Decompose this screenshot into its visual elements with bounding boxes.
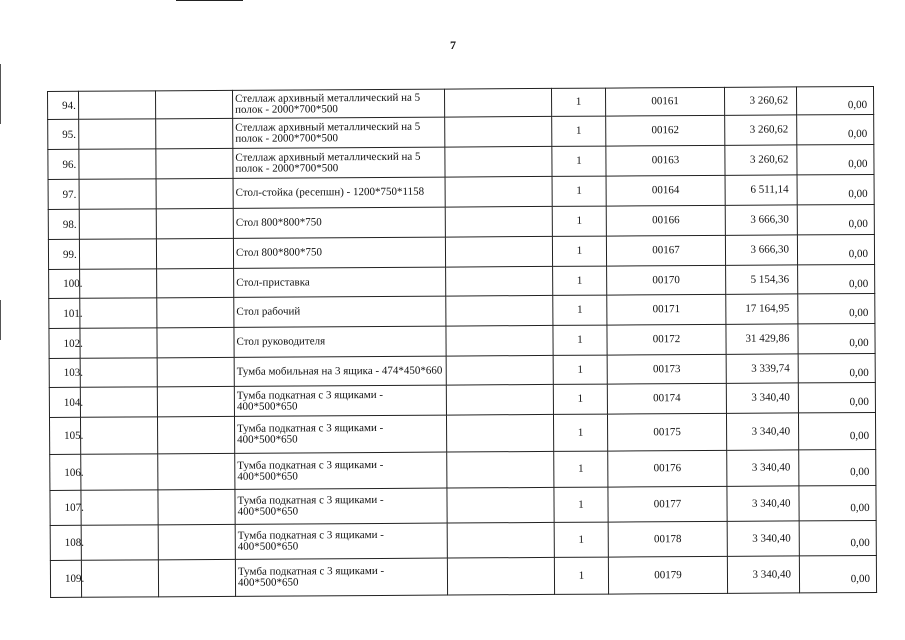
item-amortization: 0,00 [797,174,874,204]
item-price: 6 511,14 [725,175,797,205]
item-amortization: 0,00 [798,323,875,353]
item-name: Тумба подкатная с 3 ящиками - 400*500*650 [235,488,447,524]
empty-cell [447,451,554,488]
inventory-number: 00175 [607,413,726,451]
empty-cell [157,327,234,357]
row-number: 104. [49,387,80,417]
item-name: Стол 800*800*750 [233,237,445,268]
inventory-number: 00172 [607,324,726,355]
item-quantity: 1 [554,451,608,487]
item-amortization: 0,00 [799,449,876,485]
table-row [50,449,876,490]
inventory-table-body [48,86,877,597]
empty-cell [80,387,157,417]
empty-cell [81,560,158,597]
item-amortization: 0,00 [797,114,874,144]
item-price: 3 340,40 [726,413,798,450]
scan-edge-mark [0,300,1,340]
empty-cell [446,325,553,356]
row-number: 108. [50,525,81,560]
table-row [50,520,876,560]
empty-cell [80,358,157,387]
item-quantity: 1 [554,522,608,557]
item-amortization: 0,00 [798,353,875,382]
item-price: 31 429,86 [726,324,798,354]
empty-cell [445,146,552,177]
item-price: 3 260,62 [724,87,796,115]
table-row [49,412,875,454]
table-row [50,485,876,525]
empty-cell [158,559,235,596]
item-amortization: 0,00 [798,264,875,293]
item-name: Стол-приставка [234,267,446,297]
empty-cell [80,269,157,298]
item-amortization: 0,00 [797,204,874,234]
item-quantity: 1 [552,206,606,236]
inventory-number: 00173 [607,354,726,384]
empty-cell [446,266,553,296]
item-amortization: 0,00 [799,520,876,555]
row-number: 106. [50,454,81,490]
row-number: 103. [49,358,80,387]
item-name: Тумба подкатная с 3 ящиками - 400*500*650 [235,523,447,559]
empty-cell [156,90,233,118]
empty-cell [157,297,234,327]
item-amortization: 0,00 [798,293,875,323]
item-quantity: 1 [553,295,607,325]
empty-cell [445,236,552,267]
empty-cell [80,328,157,358]
item-quantity: 1 [552,176,606,206]
item-price: 3 340,40 [727,486,799,521]
empty-cell [444,88,551,117]
header-rule [176,0,243,1]
empty-cell [79,239,156,269]
item-name: Стол рабочий [234,296,446,327]
row-number: 95. [48,119,79,149]
row-number: 107. [50,490,81,525]
empty-cell [447,557,554,595]
empty-cell [157,268,234,297]
empty-cell [446,414,553,452]
inventory-number: 00171 [607,294,726,325]
item-price: 5 154,36 [726,265,798,294]
item-quantity: 1 [552,236,606,266]
empty-cell [157,416,234,453]
empty-cell [79,149,156,179]
row-number: 94. [48,91,79,119]
item-price: 3 666,30 [725,235,797,265]
item-price: 3 260,62 [725,115,797,145]
empty-cell [445,206,552,237]
item-amortization: 0,00 [797,144,874,174]
item-quantity: 1 [552,116,606,146]
empty-cell [79,91,156,119]
empty-cell [79,119,156,149]
item-price: 17 164,95 [726,294,798,324]
item-price: 3 339,74 [726,354,798,383]
item-name: Стол 800*800*750 [233,207,445,238]
empty-cell [80,417,157,454]
item-quantity: 1 [553,266,607,295]
inventory-number: 00179 [608,556,727,594]
inventory-number: 00177 [608,486,727,522]
item-amortization: 0,00 [796,86,873,114]
empty-cell [80,298,157,328]
inventory-number: 00170 [607,265,726,295]
inventory-number: 00166 [606,205,725,236]
row-number: 97. [48,179,79,209]
inventory-table [47,86,877,598]
inventory-number: 00162 [606,115,725,146]
table-row [50,555,876,597]
item-amortization: 0,00 [799,555,876,592]
item-quantity: 1 [551,88,605,116]
item-name: Тумба подкатная с 3 ящиками - 400*500*650 [234,385,446,416]
row-number: 100. [49,269,80,298]
empty-cell [158,453,235,489]
inventory-number: 00167 [606,235,725,266]
empty-cell [81,454,158,490]
empty-cell [156,208,233,238]
item-quantity: 1 [552,146,606,176]
empty-cell [157,386,234,416]
item-amortization: 0,00 [798,382,875,412]
item-name: Стеллаж архивный металлический на 5 полок - 2000*700*500 [233,117,445,148]
row-number: 99. [48,239,79,269]
inventory-number: 00174 [607,383,726,414]
empty-cell [81,490,158,525]
empty-cell [79,209,156,239]
empty-cell [447,487,554,523]
item-name: Стеллаж архивный металлический на 5 полок - 2000*700*500 [233,147,445,178]
inventory-number: 00163 [606,145,725,176]
item-price: 3 340,40 [727,450,799,486]
item-quantity: 1 [553,355,607,384]
empty-cell [446,355,553,385]
item-name: Стол руководителя [234,326,446,357]
inventory-number: 00164 [606,175,725,206]
item-price: 3 260,62 [725,145,797,175]
item-price: 3 340,40 [726,383,798,413]
empty-cell [447,522,554,558]
empty-cell [156,148,233,178]
empty-cell [446,295,553,326]
empty-cell [445,176,552,207]
row-number: 98. [48,209,79,239]
empty-cell [81,525,158,560]
item-amortization: 0,00 [799,485,876,520]
item-quantity: 1 [553,325,607,355]
empty-cell [156,178,233,208]
item-price: 3 666,30 [725,205,797,235]
item-quantity: 1 [553,384,607,414]
item-quantity: 1 [553,414,607,451]
item-name: Тумба подкатная с 3 ящиками - 400*500*650 [235,452,447,489]
item-name: Тумба мобильная на 3 ящика - 474*450*660 [234,356,446,386]
row-number: 102. [49,328,80,358]
empty-cell [158,489,235,524]
row-number: 105. [49,417,80,454]
empty-cell [157,357,234,386]
item-name: Стеллаж архивный металлический на 5 полок - 2000*700*500 [232,89,444,118]
scan-edge-mark [0,64,1,124]
empty-cell [158,524,235,559]
inventory-number: 00178 [608,521,727,557]
item-quantity: 1 [554,557,608,594]
item-name: Тумба подкатная с 3 ящиками - 400*500*650 [235,558,447,596]
row-number: 96. [48,149,79,179]
row-number: 109. [50,560,81,597]
inventory-number: 00161 [605,87,724,116]
empty-cell [79,179,156,209]
item-price: 3 340,40 [727,521,799,556]
empty-cell [156,118,233,148]
item-amortization: 0,00 [797,234,874,264]
empty-cell [156,238,233,268]
empty-cell [446,384,553,415]
item-amortization: 0,00 [798,412,875,449]
row-number: 101. [49,298,80,328]
item-price: 3 340,40 [727,556,799,593]
page-number: 7 [450,38,456,52]
empty-cell [445,116,552,147]
inventory-number: 00176 [608,450,727,487]
item-name: Стол-стойка (ресепшн) - 1200*750*1158 [233,177,445,208]
item-name: Тумба подкатная с 3 ящиками - 400*500*650 [234,415,446,453]
item-quantity: 1 [554,487,608,522]
